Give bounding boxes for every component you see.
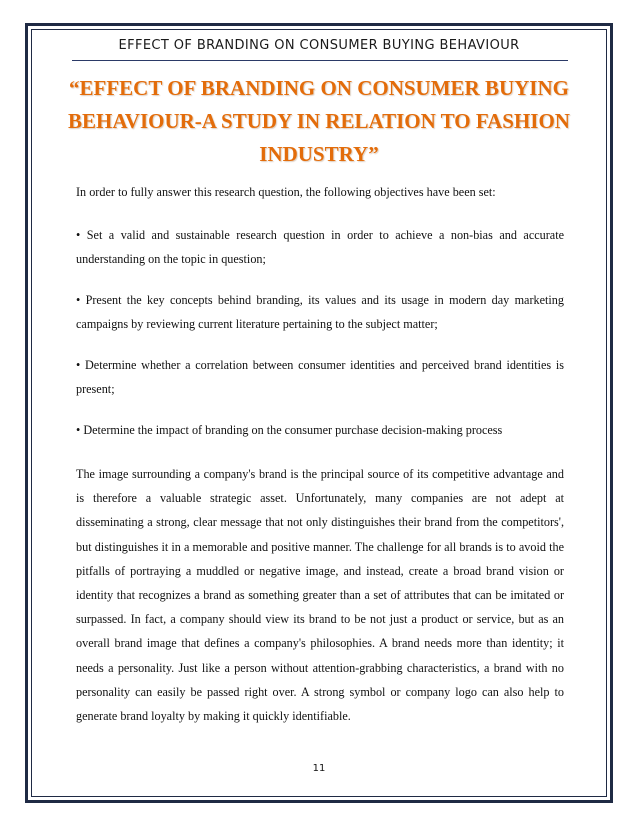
header-divider (72, 60, 568, 61)
objective-item-2: • Present the key concepts behind branding, its values and its usage in modern day marketing campaigns by reviewing current literature pertaining to the subject matter; (76, 293, 564, 331)
objective-item-3: • Determine whether a correlation between consumer identities and perceived brand identities is present; (76, 358, 564, 396)
paragraph-intro: In order to fully answer this research question, the following objectives have been set: (76, 185, 496, 199)
page-number: 11 (312, 763, 326, 774)
objective-item-4: • Determine the impact of branding on the consumer purchase decision-making process (76, 423, 503, 437)
document-title: “EFFECT OF BRANDING ON CONSUMER BUYING BEHAVIOUR-A STUDY IN RELATION TO FASHION INDUSTRY” (68, 76, 570, 166)
objective-item-1: • Set a valid and sustainable research question in order to achieve a non-bias and accurate understanding on the topic in question; (76, 228, 564, 266)
paragraph-brand-image: The image surrounding a company's brand is the principal source of its competitive advantage and is therefore a valuable strategic asset. Unfortunately, many companies are not adept at disseminating a strong, clear message that not only distinguishes their brand from the competitors', but distinguishes it in a memorable and positive manner. The challenge for all brands is to avoid the pitfalls of portraying a muddled or negative image, and instead, create a broad brand vision or identity that recognizes a brand as something greater than a set of attributes that can be imitated or surpassed. In fact, a company should view its brand to be not just a product or service, but as an overall brand image that defines a company's philosophies. A brand needs more than identity; it needs a personality. Just like a person without attention-grabbing characteristics, a brand with no personality can easily be passed right over. A strong symbol or company logo can also help to generate brand loyalty by making it quickly identifiable. (76, 467, 564, 724)
running-header: EFFECT OF BRANDING ON CONSUMER BUYING BEHAVIOUR (118, 38, 520, 53)
